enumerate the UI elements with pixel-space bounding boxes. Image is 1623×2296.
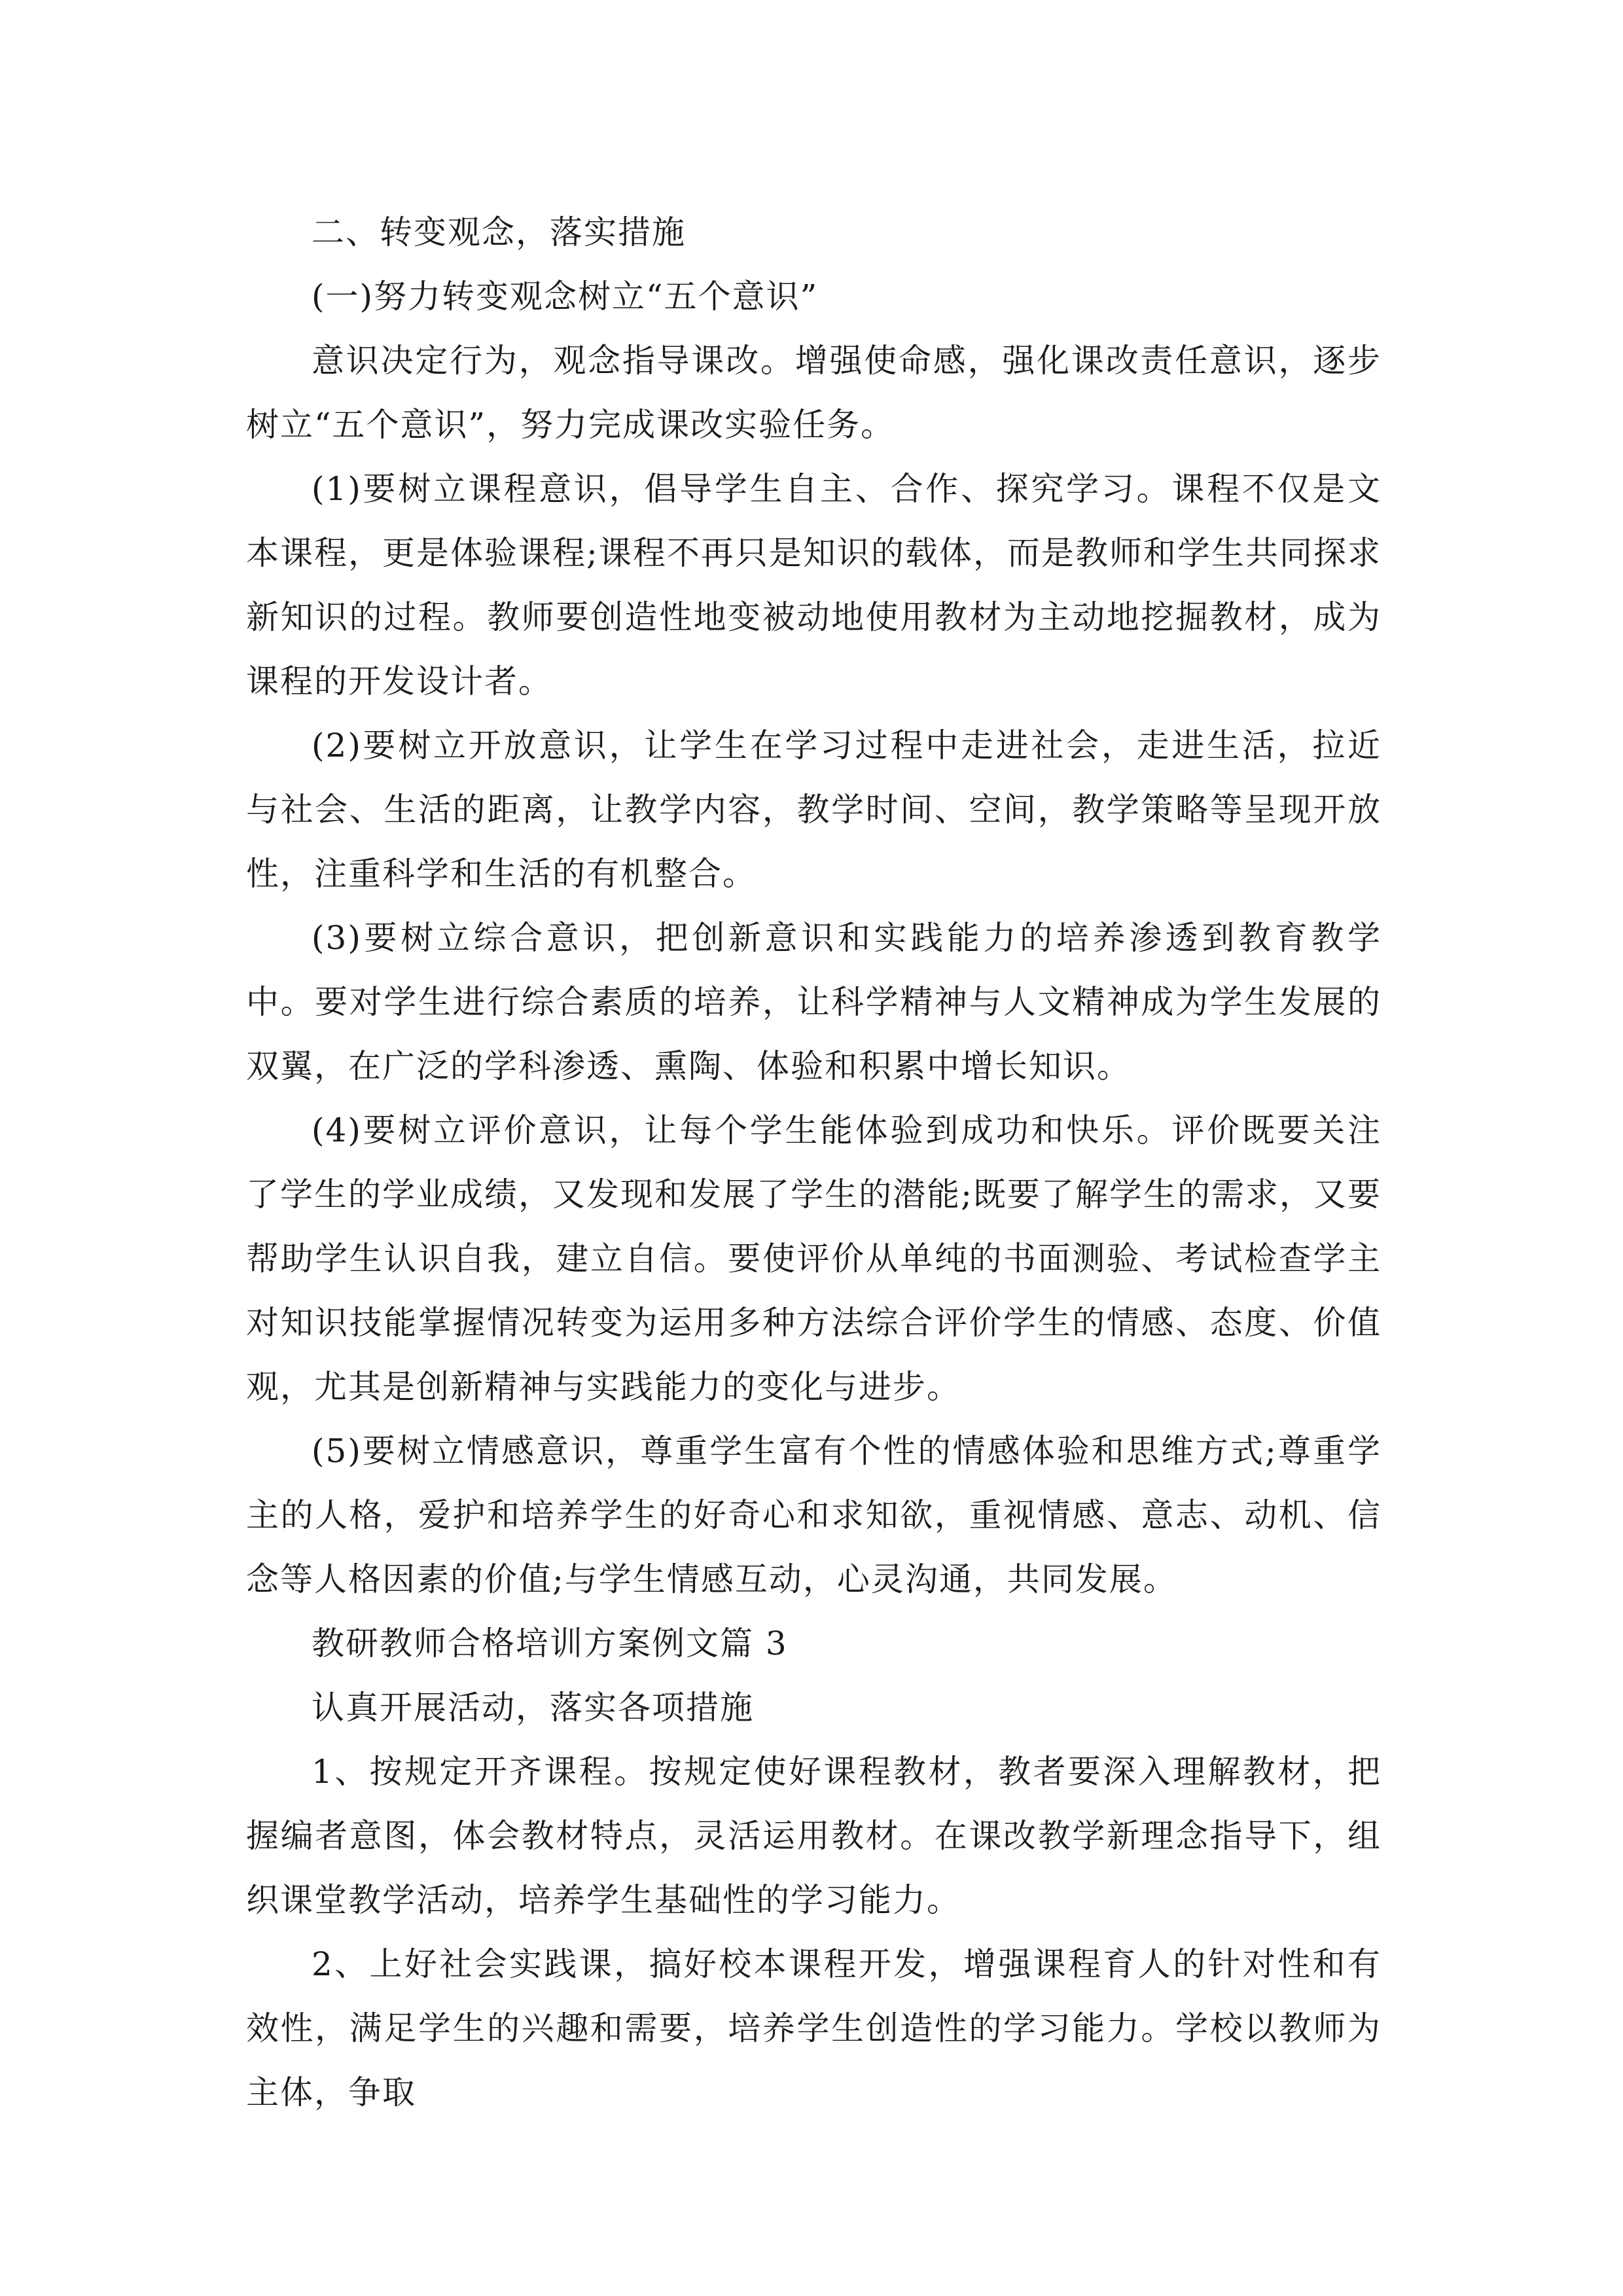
section-heading: 二、转变观念，落实措施 <box>312 213 686 251</box>
article-item-2: 2、上好社会实践课，搞好校本课程开发，增强课程育人的针对性和有效性，满足学生的兴趣和需要，培养学生创造性的学习能力。学校以教师为主体，争取 <box>246 1945 1382 2111</box>
item-paragraph-3: (3)要树立综合意识，把创新意识和实践能力的培养渗透到教育教学中。要对学生进行综合素质的培养，让科学精神与人文精神成为学生发展的双翼，在广泛的学科渗透、熏陶、体验和积累中增长知识。 <box>246 919 1382 1085</box>
item-paragraph-5: (5)要树立情感意识，尊重学生富有个性的情感体验和思维方式;尊重学主的人格，爱护和培养学生的好奇心和求知欲，重视情感、意志、动机、信念等人格因素的价值;与学生情感互动，心灵沟通，共同发展。 <box>246 1432 1382 1598</box>
article-title: 教研教师合格培训方案例文篇 3 <box>312 1624 788 1662</box>
document-body <box>246 200 1382 2125</box>
item-paragraph-4: (4)要树立评价意识，让每个学生能体验到成功和快乐。评价既要关注了学生的学业成绩，又发现和发展了学生的潜能;既要了解学生的需求，又要帮助学生认识自我，建立自信。要使评价从单纯的书面测验、考试检查学主对知识技能掌握情况转变为运用多种方法综合评价学生的情感、态度、价值观，尤其是创新精神与实践能力的变化与进步。 <box>246 1111 1382 1406</box>
item-paragraph-1: (1)要树立课程意识，倡导学生自主、合作、探究学习。课程不仅是文本课程，更是体验课程;课程不再只是知识的载体，而是教师和学生共同探求新知识的过程。教师要创造性地变被动地使用教材为主动地挖掘教材，成为课程的开发设计者。 <box>246 470 1382 700</box>
article-subheading: 认真开展活动，落实各项措施 <box>312 1689 754 1727</box>
subsection-heading: (一)努力转变观念树立“五个意识” <box>312 278 819 315</box>
article-item-1: 1、按规定开齐课程。按规定使好课程教材，教者要深入理解教材，把握编者意图，体会教材特点，灵活运用教材。在课改教学新理念指导下，组织课堂教学活动，培养学生基础性的学习能力。 <box>246 1753 1382 1919</box>
item-paragraph-2: (2)要树立开放意识，让学生在学习过程中走进社会，走进生活，拉近与社会、生活的距离，让教学内容，教学时间、空间，教学策略等呈现开放性，注重科学和生活的有机整合。 <box>246 726 1382 893</box>
intro-paragraph: 意识决定行为，观念指导课改。增强使命感，强化课改责任意识，逐步树立“五个意识”，努力完成课改实验任务。 <box>246 342 1382 444</box>
